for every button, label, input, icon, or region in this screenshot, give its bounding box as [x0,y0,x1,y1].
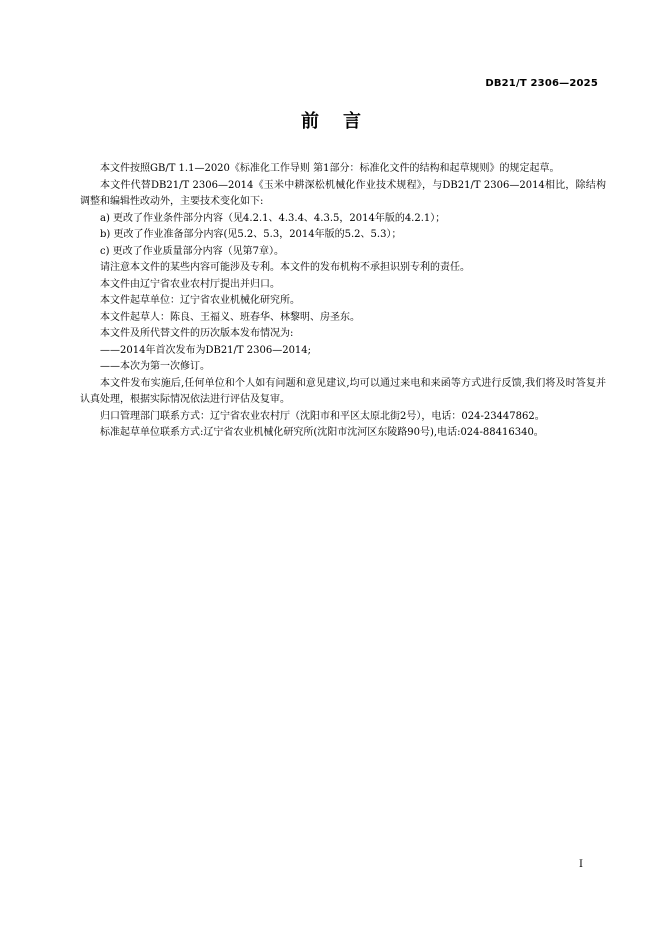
list-item-change-a: a) 更改了作业条件部分内容（见4.2.1、4.3.4、4.3.5，2014年版的4.2.1）； [100,212,446,224]
paragraph-feedback: 本文件发布实施后,任何单位和个人如有问题和意见建议,均可以通过来电和来函等方式进行反馈,我们将及时答复并认真处理，根据实际情况依法进行评估及复审。 [80,377,606,405]
list-item-revision: ——本次为第一次修订。 [100,361,210,372]
page-title: 前言 [301,111,385,132]
list-item-change-b: b) 更改了作业准备部分内容(见5.2、5.3，2014年版的5.2、5.3）； [100,229,402,240]
paragraph-version-history: 本文件及所代替文件的历次版本发布情况为: [100,328,294,339]
paragraph-patent-notice: 请注意本文件的某些内容可能涉及专利。本文件的发布机构不承担识别专利的责任。 [100,262,470,273]
paragraph-proposer: 本文件由辽宁省农业农村厅提出并归口。 [100,278,280,290]
paragraph-drafting-unit: 本文件起草单位：辽宁省农业机械化研究所。 [100,295,300,306]
paragraph-drafters: 本文件起草人：陈良、王福义、班春华、林黎明、房圣东。 [100,311,360,323]
page-number: I [579,859,583,870]
document-code: DB21/T 2306—2025 [485,78,598,89]
paragraph-drafter-contact: 标准起草单位联系方式:辽宁省农业机械化研究所(沈阳市沈河区东陵路90号),电话:024-88416340。 [100,427,544,438]
body-text [80,161,606,442]
list-item-first-release: ——2014年首次发布为DB21/T 2306—2014; [100,344,312,356]
list-item-change-c: c) 更改了作业质量部分内容（见第7章）。 [100,245,285,257]
paragraph-replaces: 本文件代替DB21/T 2306—2014《玉米中耕深松机械化作业技术规程》，与DB21/T 2306—2014相比，除结构调整和编辑性改动外，主要技术变化如下: [80,179,606,207]
paragraph-department-contact: 归口管理部门联系方式：辽宁省农业农村厅（沈阳市和平区太原北街2号），电话：024-23447862。 [100,410,545,422]
paragraph-standard-basis: 本文件按照GB/T 1.1—2020《标准化工作导则 第1部分：标准化文件的结构和起草规则》的规定起草。 [100,163,560,174]
